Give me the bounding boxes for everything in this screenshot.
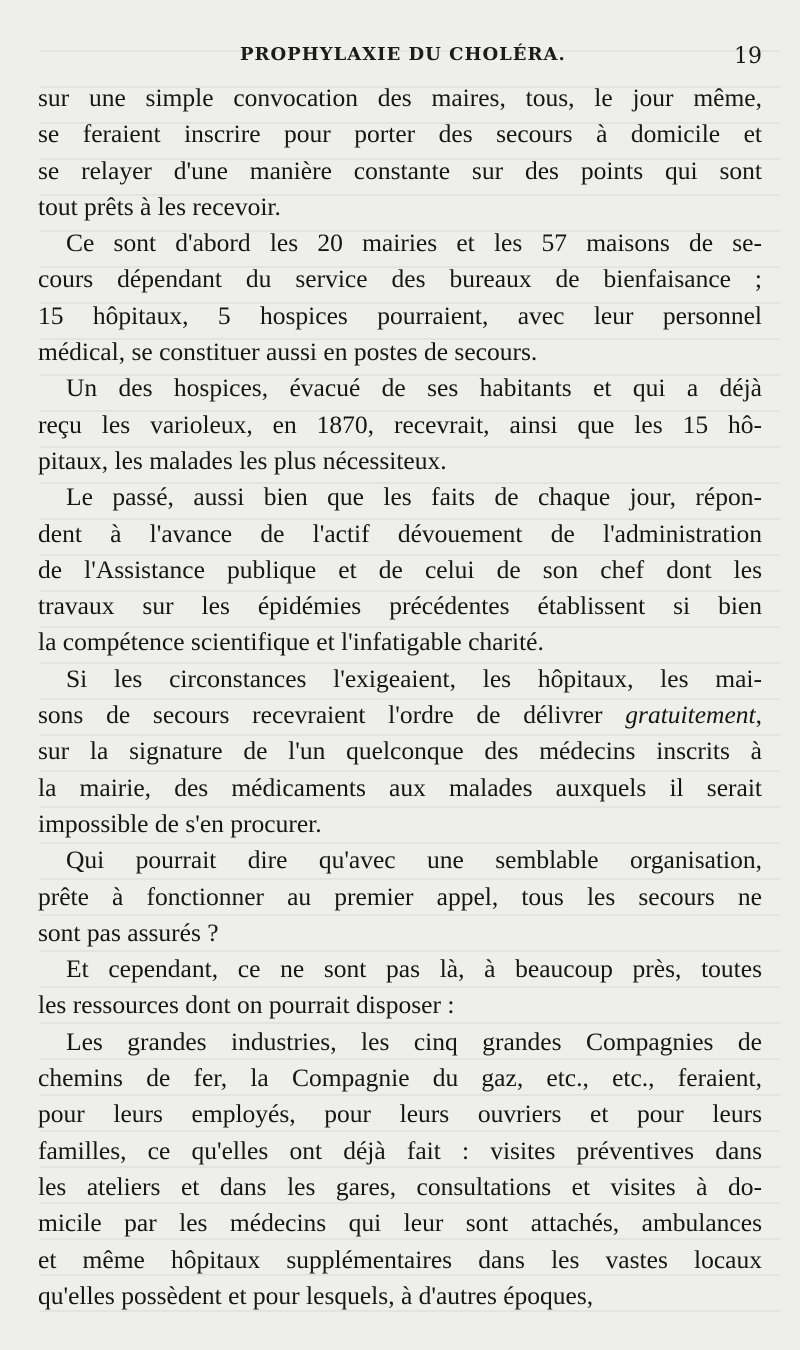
text-line: médical, se constituer aussi en postes de secours.	[38, 337, 538, 367]
paragraph	[38, 842, 762, 951]
paragraph	[38, 1024, 762, 1314]
text-line: sons de secours recevraient l'ordre de délivrer gratuitement,	[38, 700, 762, 730]
running-title: PROPHYLAXIE DU CHOLÉRA.	[240, 44, 566, 65]
page-number: 19	[734, 44, 762, 69]
text-line: prête à fonctionner au premier appel, tous les secours ne	[38, 881, 762, 911]
text-line: sont pas assurés ?	[38, 917, 219, 947]
text-line: pitaux, les malades les plus nécessiteux.	[38, 445, 447, 475]
running-head	[0, 44, 800, 78]
text-line: Un des hospices, évacué de ses habitants et qui a déjà	[66, 373, 762, 403]
paragraph	[38, 661, 762, 842]
text-line: micile par les médecins qui leur sont attachés, ambulances	[38, 1208, 762, 1238]
text-line: Et cependant, ce ne sont pas là, à beaucoup près, toutes	[66, 954, 762, 984]
paragraph	[38, 225, 762, 370]
text-line: la mairie, des médicaments aux malades auxquels il serait	[38, 772, 762, 802]
body-text	[38, 80, 762, 1314]
text-line: et même hôpitaux supplémentaires dans les vastes locaux	[38, 1244, 762, 1274]
text-line: impossible de s'en procurer.	[38, 808, 322, 838]
paragraph	[38, 370, 762, 479]
text-line: les ateliers et dans les gares, consultations et visites à do-	[38, 1171, 762, 1201]
text-line: travaux sur les épidémies précédentes établissent si bien	[38, 591, 762, 621]
text-line: Le passé, aussi bien que les faits de chaque jour, répon-	[66, 482, 762, 512]
text-line: pour leurs employés, pour leurs ouvriers et pour leurs	[38, 1099, 762, 1129]
paragraph	[38, 80, 762, 225]
text-line: reçu les varioleux, en 1870, recevrait, ainsi que les 15 hô-	[38, 409, 762, 439]
text-line: Ce sont d'abord les 20 mairies et les 57 maisons de se-	[66, 228, 762, 258]
text-line: Les grandes industries, les cinq grandes Compagnies de	[66, 1026, 762, 1056]
text-line: les ressources dont on pourrait disposer :	[38, 990, 455, 1020]
text-line: chemins de fer, la Compagnie du gaz, etc., etc., feraient,	[38, 1063, 762, 1093]
text-line: qu'elles possèdent et pour lesquels, à d'autres époques,	[38, 1280, 594, 1310]
text-line: 15 hôpitaux, 5 hospices pourraient, avec leur personnel	[38, 300, 762, 330]
text-line: cours dépendant du service des bureaux de bienfaisance ;	[38, 264, 762, 294]
text-line: sur la signature de l'un quelconque des médecins inscrits à	[38, 736, 762, 766]
text-line: la compétence scientifique et l'infatigable charité.	[38, 627, 544, 657]
paragraph	[38, 951, 762, 1024]
text-line: Qui pourrait dire qu'avec une semblable organisation,	[66, 845, 762, 875]
text-line: se feraient inscrire pour porter des secours à domicile et	[38, 119, 762, 149]
text-line: Si les circonstances l'exigeaient, les hôpitaux, les mai-	[66, 663, 762, 693]
text-line: se relayer d'une manière constante sur des points qui sont	[38, 155, 762, 185]
text-line: familles, ce qu'elles ont déjà fait : visites préventives dans	[38, 1135, 762, 1165]
paragraph	[38, 479, 762, 660]
text-line: dent à l'avance de l'actif dévouement de l'administration	[38, 518, 762, 548]
text-line: tout prêts à les recevoir.	[38, 191, 281, 221]
text-line: de l'Assistance publique et de celui de son chef dont les	[38, 554, 762, 584]
text-line: sur une simple convocation des maires, tous, le jour même,	[38, 83, 762, 112]
